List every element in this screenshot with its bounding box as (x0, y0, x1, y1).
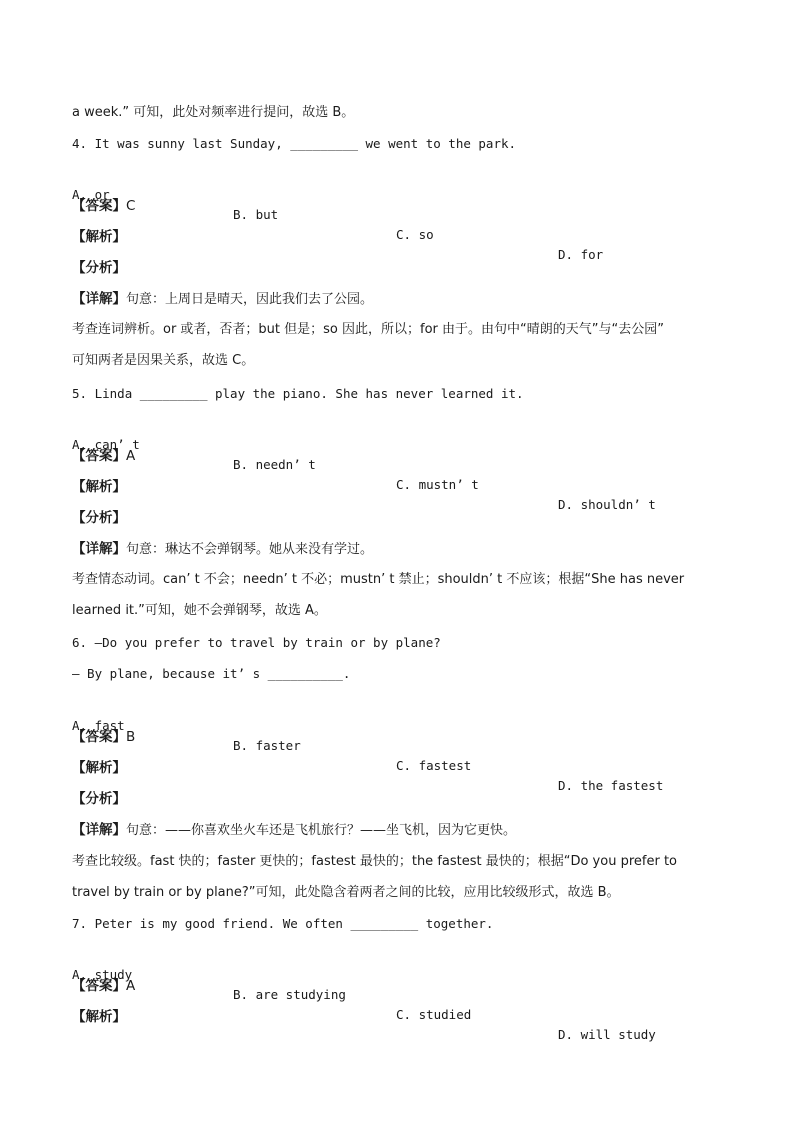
option-b: B. needn’ t (233, 457, 316, 472)
detail-label: 【详解】 (72, 822, 126, 838)
answer-value: C (126, 198, 136, 214)
question-stem: Peter is my good friend. We often _________ together. (94, 916, 494, 931)
fenxi-heading: 【分析】 (72, 260, 126, 276)
continuation-text: a week.” 可知，此处对频率进行提问，故选 B。 (72, 105, 355, 120)
option-a: A. or (72, 187, 110, 202)
detail-text: 句意：——你喜欢坐火车还是飞机旅行？——坐飞机，因为它更快。 (126, 823, 517, 838)
question-number: 7. (72, 916, 88, 931)
detail-text: 句意：琳达不会弹钢琴。她从来没有学过。 (126, 542, 374, 557)
answer-line (72, 446, 135, 466)
question-4 (72, 134, 516, 154)
option-d: D. shouldn’ t (558, 497, 656, 512)
detail-line (72, 820, 516, 840)
question-number: 4. (72, 136, 88, 151)
explanation-line: travel by train or by plane?”可知，此处隐含着两者之间的比较，应用比较级形式，故选 B。 (72, 885, 620, 900)
option-b: B. faster (233, 738, 301, 753)
question-number: 5. (72, 386, 88, 401)
option-c: C. mustn’ t (396, 477, 479, 492)
option-b: B. but (233, 207, 279, 222)
option-d: D. for (558, 247, 604, 262)
option-a: A. fast (72, 718, 125, 733)
option-c: C. so (396, 227, 434, 242)
analysis-heading: 【解析】 (72, 229, 126, 245)
question-5 (72, 384, 524, 404)
question-stem-line: — By plane, because it’ s __________. (72, 666, 351, 681)
fenxi-heading: 【分析】 (72, 510, 126, 526)
answer-label: 【答案】 (72, 198, 126, 214)
analysis-heading: 【解析】 (72, 1009, 126, 1025)
explanation-line: learned it.”可知，她不会弹钢琴，故选 A。 (72, 603, 327, 618)
question-number: 6. (72, 635, 88, 650)
detail-label: 【详解】 (72, 541, 126, 557)
detail-line (72, 289, 373, 309)
option-a: A. study (72, 967, 133, 982)
option-c: C. studied (396, 1007, 472, 1022)
answer-value: A (126, 978, 136, 994)
answer-label: 【答案】 (72, 978, 126, 994)
analysis-heading: 【解析】 (72, 479, 126, 495)
option-d: D. the fastest (558, 778, 664, 793)
explanation-line: 考查情态动词。can’ t 不会；needn’ t 不必；mustn’ t 禁止；shouldn’ t 不应该；根据“She has never (72, 572, 685, 587)
answer-line (72, 976, 135, 996)
fenxi-heading: 【分析】 (72, 791, 126, 807)
question-stem: Linda _________ play the piano. She has never learned it. (94, 386, 524, 401)
explanation-line: 考查连词辨析。or 或者，否者；but 但是；so 因此，所以；for 由于。由句中“晴朗的天气”与“去公园” (72, 322, 664, 337)
detail-line (72, 539, 373, 559)
option-c: C. fastest (396, 758, 472, 773)
option-b: B. are studying (233, 987, 346, 1002)
question-7 (72, 914, 493, 934)
detail-text: 句意：上周日是晴天，因此我们去了公园。 (126, 292, 374, 307)
answer-line (72, 727, 135, 747)
answer-label: 【答案】 (72, 448, 126, 464)
question-stem: —Do you prefer to travel by train or by plane? (94, 635, 441, 650)
explanation-line: 可知两者是因果关系，故选 C。 (72, 353, 255, 368)
answer-line (72, 196, 135, 216)
question-6 (72, 633, 441, 653)
question-stem: It was sunny last Sunday, _________ we went to the park. (94, 136, 517, 151)
detail-label: 【详解】 (72, 291, 126, 307)
explanation-line: 考查比较级。fast 快的；faster 更快的；fastest 最快的；the fastest 最快的；根据“Do you prefer to (72, 854, 677, 869)
answer-value: A (126, 448, 136, 464)
analysis-heading: 【解析】 (72, 760, 126, 776)
option-d: D. will study (558, 1027, 656, 1042)
option-a: A. can’ t (72, 437, 140, 452)
answer-value: B (126, 729, 136, 745)
answer-label: 【答案】 (72, 729, 126, 745)
